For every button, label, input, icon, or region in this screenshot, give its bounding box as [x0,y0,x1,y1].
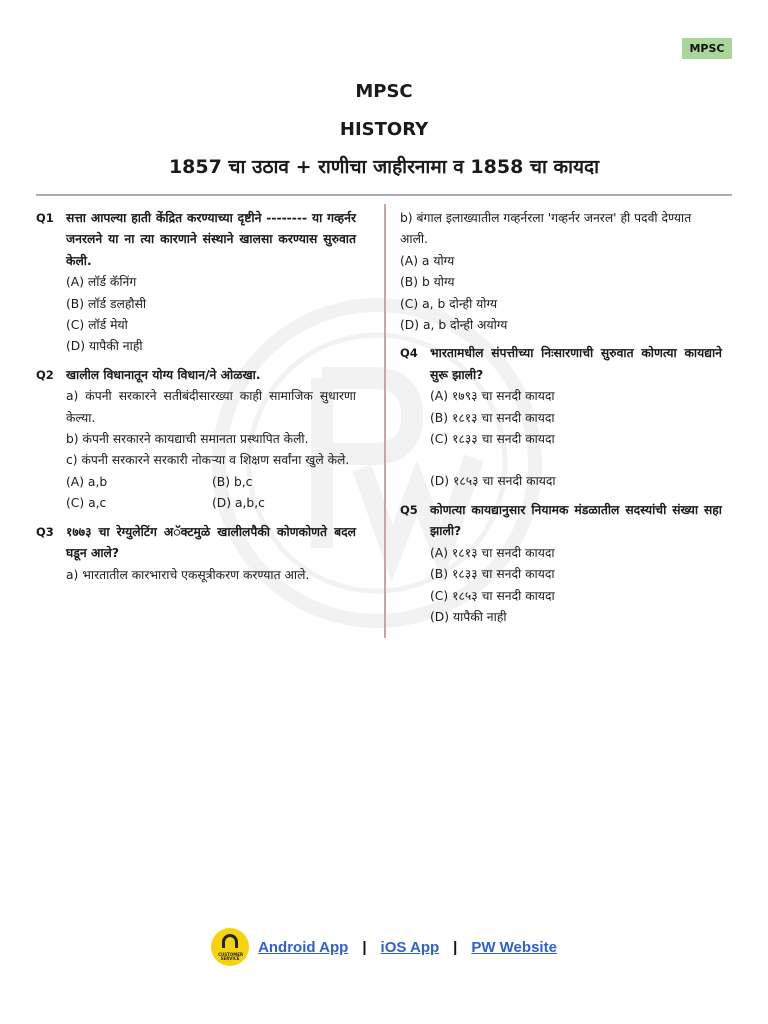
question-stem: १७७३ चा रेग्युलेटिंग अॅक्टमुळे खालीलपैकी कोणकोणते बदल घडून आले? [66,524,356,561]
option-c: (C) a, b दोन्ही योग्य [400,296,498,311]
options-grid [66,472,356,515]
option-a: (A) १८१३ चा सनदी कायदा [430,545,555,560]
statement-a: a) कंपनी सरकारने सतीबंदीसारख्या काही सामाजिक सुधारणा केल्या. [66,389,356,425]
option-b: (B) b,c [212,474,253,489]
question-number: Q5 [400,502,418,517]
header-subject: HISTORY [339,119,429,140]
question-number: Q1 [36,211,54,225]
ios-app-link[interactable]: iOS App [380,938,440,956]
question-stem: खालील विधानातून योग्य विधान/ने ओळखा. [66,367,261,382]
question-number: Q4 [400,346,418,361]
logo-text: CUSTOMER SERVICE [218,952,244,961]
question-3 [36,522,356,586]
question-stem: कोणत्या कायद्यानुसार नियामक मंडळातील सदस्यांची संख्या सहा झाली? [430,502,722,539]
blank-line [430,450,722,471]
statement-b: b) बंगाल इलाख्यातील गव्हर्नरला 'गव्हर्नर जनरल' ही पदवी देण्यात आली. [400,211,692,247]
header-divider [36,194,732,196]
question-3-continued [400,208,722,336]
option-c: (C) १८५३ चा सनदी कायदा [430,588,555,603]
header-exam: MPSC [355,81,413,102]
android-app-link[interactable]: Android App [258,938,349,956]
question-number: Q2 [36,367,54,382]
separator: | [362,938,367,956]
left-column [36,208,356,593]
question-stem: भारतामधील संपत्तीच्या निःसारणाची सुरुवात कोणत्या कायद्याने सुरू झाली? [430,346,722,382]
statement-c: c) कंपनी सरकारने सरकारी नोकऱ्या व शिक्षण सर्वांना खुले केले. [66,453,350,468]
option-c: (C) १८३३ चा सनदी कायदा [430,432,555,447]
statement-a: a) भारतातील कारभाराचे एकसूत्रीकरण करण्यात आले. [66,567,310,582]
option-a: (A) लॉर्ड कॅनिंग [66,275,137,290]
question-number: Q3 [36,524,54,539]
right-column [400,208,722,635]
option-a: (A) a,b [66,474,108,489]
question-stem: सत्ता आपल्या हाती केंद्रित करण्याच्या दृष्टीने -------- या गव्हर्नर जनरलने या ना त्या कारणाने संस्थाने खालसा करण्यास सुरुवात केली. [66,211,356,268]
statement-b: b) कंपनी सरकारने कायद्याची समानता प्रस्थापित केली. [66,432,309,447]
question-2 [36,365,356,515]
option-a: (A) a योग्य [400,253,455,268]
option-b: (B) १८१३ चा सनदी कायदा [430,410,555,425]
column-divider [384,204,386,638]
question-5 [400,500,722,628]
option-d: (D) a, b दोन्ही अयोग्य [400,318,508,333]
option-b: (B) १८३३ चा सनदी कायदा [430,567,555,582]
header-topic: 1857 चा उठाव + राणीचा जाहीरनामा व 1858 चा कायदा [168,156,600,178]
pw-website-link[interactable]: PW Website [471,938,557,956]
option-b: (B) लॉर्ड डलहौसी [66,296,147,311]
page-header [0,78,768,182]
footer-links [0,928,768,966]
option-d: (D) १८५३ चा सनदी कायदा [430,474,556,489]
option-c: (C) a,c [66,496,107,511]
option-a: (A) १७९३ चा सनदी कायदा [430,389,555,404]
option-d: (D) यापैकी नाही [430,609,507,624]
question-4 [400,343,722,492]
separator: | [453,938,458,956]
question-1 [36,208,356,358]
option-b: (B) b योग्य [400,275,455,290]
option-c: (C) लॉर्ड मेयो [66,318,128,333]
option-d: (D) a,b,c [212,496,265,511]
option-d: (D) यापैकी नाही [66,339,143,354]
customer-service-headset-icon[interactable] [211,928,249,966]
subject-badge: MPSC [682,38,732,59]
